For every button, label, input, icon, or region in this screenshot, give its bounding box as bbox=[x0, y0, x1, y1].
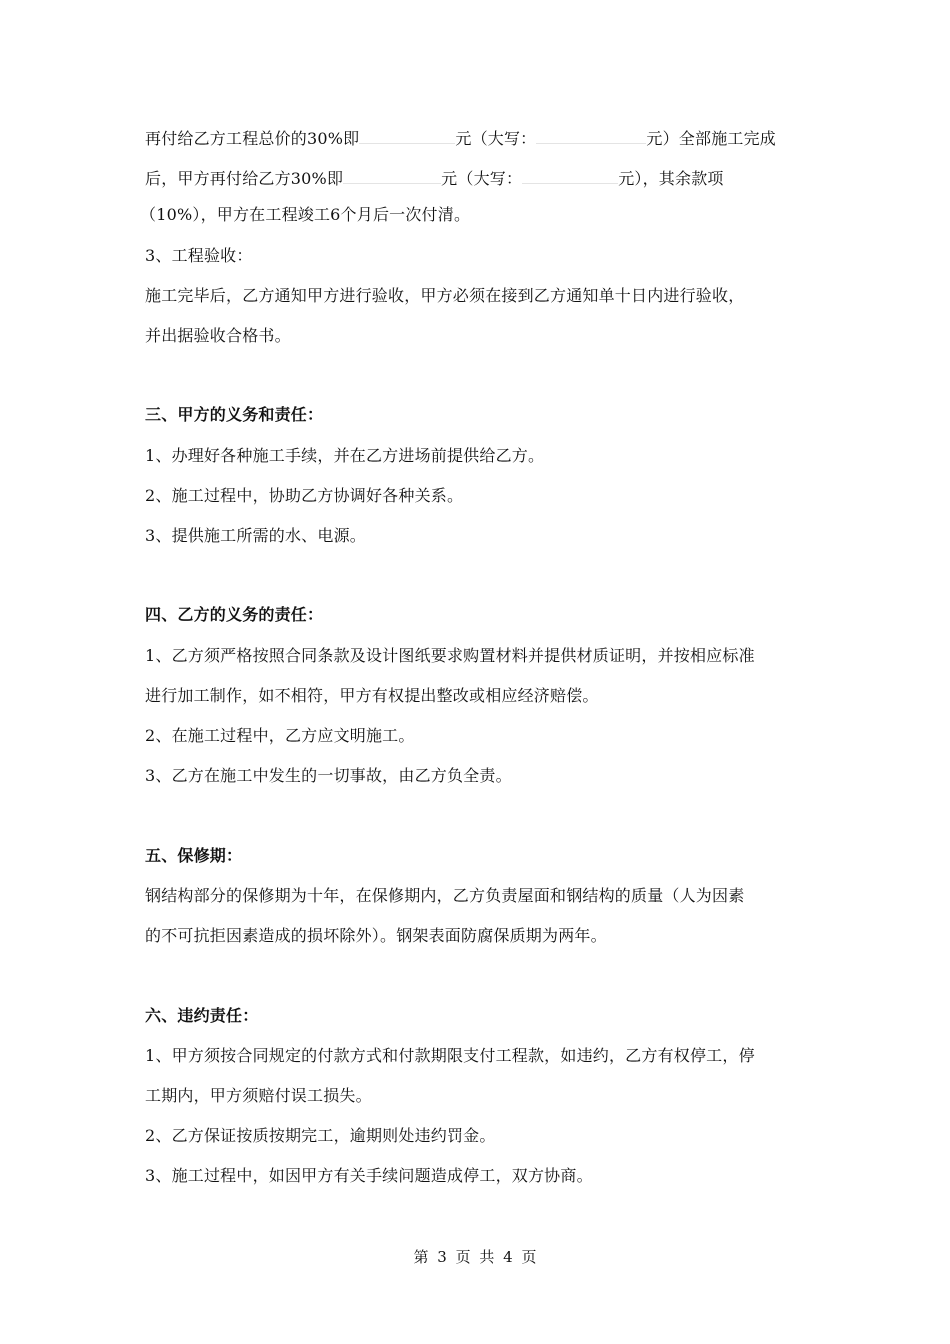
list-item: 1、办理好各种施工手续，并在乙方进场前提供给乙方。 bbox=[145, 446, 545, 465]
payment-text: 元），其余款项 bbox=[618, 169, 724, 188]
list-item: 2、乙方保证按质按期完工，逾期则处违约罚金。 bbox=[145, 1126, 496, 1145]
list-item: 2、施工过程中，协助乙方协调好各种关系。 bbox=[145, 486, 464, 505]
section-heading-breach: 六、违约责任： bbox=[145, 1006, 259, 1025]
payment-line-1 bbox=[145, 125, 825, 149]
payment-text: 元（大写： bbox=[441, 169, 523, 188]
payment-text: 元（大写： bbox=[455, 129, 537, 148]
payment-line-3: （10%），甲方在工程竣工6个月后一次付清。 bbox=[140, 205, 471, 224]
warranty-line-2: 的不可抗拒因素造成的损坏除外）。钢架表面防腐保质期为两年。 bbox=[145, 926, 607, 945]
warranty-line-1: 钢结构部分的保修期为十年，在保修期内，乙方负责屋面和钢结构的质量（人为因素 bbox=[145, 886, 745, 905]
section-heading-party-a: 三、甲方的义务和责任： bbox=[145, 405, 324, 424]
list-item: 3、提供施工所需的水、电源。 bbox=[145, 526, 366, 545]
payment-text: 再付给乙方工程总价的30%即 bbox=[145, 129, 360, 148]
section-heading-party-b: 四、乙方的义务的责任： bbox=[145, 605, 324, 624]
list-item-continuation: 工期内，甲方须赔付误工损失。 bbox=[145, 1086, 372, 1105]
payment-text: 元）全部施工完成 bbox=[646, 129, 776, 148]
amount-blank bbox=[343, 165, 441, 184]
acceptance-title: 3、工程验收： bbox=[145, 246, 253, 265]
acceptance-line-1: 施工完毕后，乙方通知甲方进行验收，甲方必须在接到乙方通知单十日内进行验收， bbox=[145, 286, 745, 305]
list-item: 3、乙方在施工中发生的一切事故，由乙方负全责。 bbox=[145, 766, 512, 785]
payment-text: 后，甲方再付给乙方30%即 bbox=[145, 169, 344, 188]
section-heading-warranty: 五、保修期： bbox=[145, 846, 243, 865]
list-item: 3、施工过程中，如因甲方有关手续问题造成停工，双方协商。 bbox=[145, 1166, 593, 1185]
amount-blank bbox=[359, 125, 455, 144]
amount-words-blank bbox=[522, 165, 618, 184]
list-item: 1、甲方须按合同规定的付款方式和付款期限支付工程款，如违约，乙方有权停工，停 bbox=[145, 1046, 755, 1065]
list-item-continuation: 进行加工制作，如不相符，甲方有权提出整改或相应经济赔偿。 bbox=[145, 686, 599, 705]
payment-line-2 bbox=[145, 165, 825, 189]
page-number-footer: 第 3 页 共 4 页 bbox=[413, 1248, 537, 1266]
list-item: 1、乙方须严格按照合同条款及设计图纸要求购置材料并提供材质证明，并按相应标准 bbox=[145, 646, 755, 665]
list-item: 2、在施工过程中，乙方应文明施工。 bbox=[145, 726, 415, 745]
amount-words-blank bbox=[536, 125, 646, 144]
acceptance-line-2: 并出据验收合格书。 bbox=[145, 326, 291, 345]
